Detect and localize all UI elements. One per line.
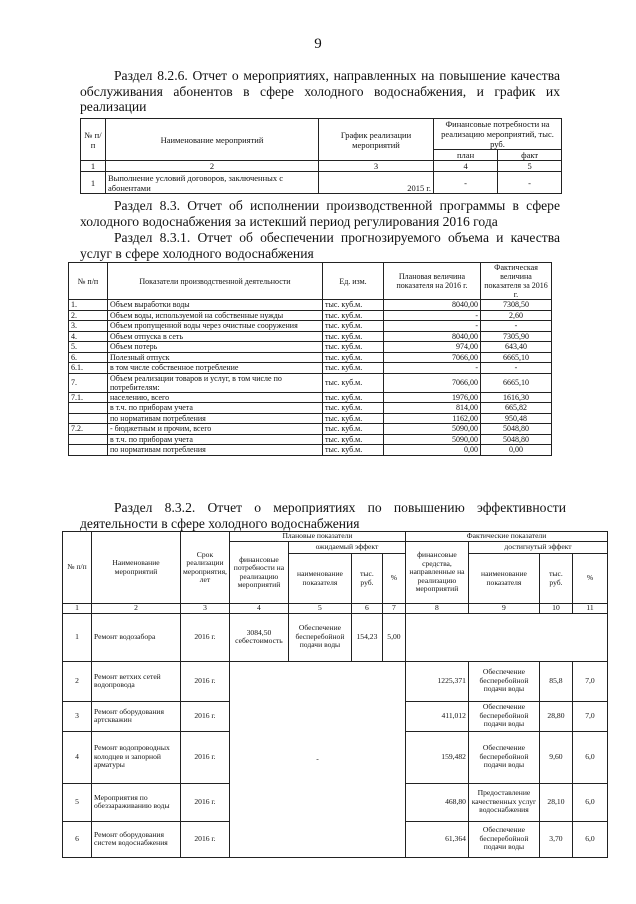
cell-indicator: Объем потерь: [108, 342, 323, 353]
col-number: 3: [181, 604, 230, 614]
cell-fact: 5048,80: [481, 434, 552, 445]
cell-plan: 814,00: [384, 403, 481, 414]
col-number: 1: [63, 604, 92, 614]
cell-num: [69, 413, 108, 424]
cell-num: 2.: [69, 310, 108, 321]
cell-num: 6: [63, 821, 92, 857]
cell-unit: тыс. куб.м.: [323, 310, 384, 321]
cell-fact-pct: 7,0: [572, 661, 607, 701]
cell-fact: 6665,10: [481, 352, 552, 363]
th-num: № п/п: [63, 532, 92, 604]
col-number: 4: [229, 604, 288, 614]
th-planned: Плановые показатели: [229, 532, 405, 542]
cell-indicator: Объем выработки воды: [108, 300, 323, 311]
cell-num: 4.: [69, 331, 108, 342]
table-826: [80, 118, 562, 194]
cell-unit: тыс. куб.м.: [323, 331, 384, 342]
th-plan-rub: тыс. руб.: [351, 554, 382, 604]
cell-plan-indicator: Обеспечение бесперебойной подачи воды: [288, 613, 351, 661]
cell-indicator: по нормативам потребления: [108, 445, 323, 456]
table-row: [69, 363, 552, 374]
cell-unit: тыс. куб.м.: [323, 424, 384, 435]
cell-plan: 8040,00: [384, 300, 481, 311]
th-actual: Фактические показатели: [405, 532, 607, 542]
cell-unit: тыс. куб.м.: [323, 403, 384, 414]
cell-plan: -: [384, 321, 481, 332]
cell-fact: -: [498, 172, 562, 194]
cell-indicator: в т.ч. по приборам учета: [108, 403, 323, 414]
section-832-heading: Раздел 8.3.2. Отчет о мероприятиях по повышению эффективности деятельности в сфере холодного водоснабжения: [80, 500, 566, 531]
cell-fact: 643,40: [481, 342, 552, 353]
cell-plan-rub: 154,23: [351, 613, 382, 661]
th-finance: Финансовые потребности на реализацию мероприятий, тыс. руб.: [434, 119, 562, 150]
cell-plan: 5090,00: [384, 434, 481, 445]
cell-name: Ремонт водозабора: [92, 613, 181, 661]
cell-plan: 8040,00: [384, 331, 481, 342]
col-number: 9: [468, 604, 539, 614]
cell-fact-finance: 159,482: [405, 731, 468, 783]
cell-name: Ремонт оборудования систем водоснабжения: [92, 821, 181, 857]
cell-num: 7.: [69, 373, 108, 392]
cell-fact: 0,00: [481, 445, 552, 456]
cell-fact: 665,82: [481, 403, 552, 414]
col-number: 2: [106, 161, 319, 172]
th-plan-pct: %: [382, 554, 405, 604]
cell-num: 1: [63, 613, 92, 661]
cell-name: Ремонт водопроводных колодцев и запорной арматуры: [92, 731, 181, 783]
cell-num: [69, 434, 108, 445]
table-row: [69, 445, 552, 456]
cell-fact: -: [481, 321, 552, 332]
cell-unit: тыс. куб.м.: [323, 342, 384, 353]
cell-fact-rub: 28,80: [539, 701, 572, 731]
col-number: 8: [405, 604, 468, 614]
col-number: 6: [351, 604, 382, 614]
table-row: [63, 661, 608, 701]
cell-unit: тыс. куб.м.: [323, 352, 384, 363]
cell-fact-pct: 6,0: [572, 731, 607, 783]
cell-fact-finance: 61,364: [405, 821, 468, 857]
cell-fact-rub: 3,70: [539, 821, 572, 857]
table-row: [69, 434, 552, 445]
cell-indicator: в т.ч. по приборам учета: [108, 434, 323, 445]
cell-fact: 1616,30: [481, 392, 552, 403]
col-number: 7: [382, 604, 405, 614]
th-fact-finance: финансовые средства, направленные на реализацию мероприятий: [405, 542, 468, 604]
cell-num: 3: [63, 701, 92, 731]
th-indicator-name: наименование показателя: [468, 554, 539, 604]
cell-unit: тыс. куб.м.: [323, 363, 384, 374]
cell-fact-pct: 6,0: [572, 821, 607, 857]
col-number: 3: [319, 161, 434, 172]
cell-fact-finance: 411,012: [405, 701, 468, 731]
cell-indicator: Полезный отпуск: [108, 352, 323, 363]
cell-num: [69, 403, 108, 414]
cell-fact-indicator: Обеспечение бесперебойной подачи воды: [468, 701, 539, 731]
cell-term: 2016 г.: [181, 821, 230, 857]
cell-num: 6.: [69, 352, 108, 363]
cell-num: 4: [63, 731, 92, 783]
cell-indicator: Объем воды, используемой на собственные нужды: [108, 310, 323, 321]
col-number: 2: [92, 604, 181, 614]
th-num: № п/п: [69, 263, 108, 300]
cell-name: Ремонт оборудования артскважин: [92, 701, 181, 731]
cell-plan: 1976,00: [384, 392, 481, 403]
section-83-heading: Раздел 8.3. Отчет об исполнении производственной программы в сфере холодного водоснабжения за истекший период регулирования 2016 года: [80, 198, 560, 229]
cell-plan: -: [384, 363, 481, 374]
th-term: Срок реализации мероприятия, лет: [181, 532, 230, 604]
table-row: [69, 413, 552, 424]
th-unit: Ед. изм.: [323, 263, 384, 300]
cell-num: 2: [63, 661, 92, 701]
th-fact-pct: %: [572, 554, 607, 604]
cell-plan: 0,00: [384, 445, 481, 456]
table-row: [69, 321, 552, 332]
table-row: [69, 310, 552, 321]
th-name: Наименование мероприятий: [92, 532, 181, 604]
th-schedule: График реализации мероприятий: [319, 119, 434, 161]
table-row: [69, 392, 552, 403]
cell-schedule: 2015 г.: [319, 172, 434, 194]
cell-fact-rub: 9,60: [539, 731, 572, 783]
cell-num: 1: [81, 172, 106, 194]
cell-plan-finance: 3084,50 себестоимость: [229, 613, 288, 661]
cell-fact: 7305,90: [481, 331, 552, 342]
cell-num: 3.: [69, 321, 108, 332]
section-826-heading: Раздел 8.2.6. Отчет о мероприятиях, направленных на повышение качества обслуживания абонентов в сфере холодного водоснабжения, и график их реализации: [80, 68, 560, 114]
cell-unit: тыс. куб.м.: [323, 413, 384, 424]
cell-num: 1.: [69, 300, 108, 311]
cell-unit: тыс. куб.м.: [323, 321, 384, 332]
cell-name: Выполнение условий договоров, заключенных с абонентами: [106, 172, 319, 194]
table-831: [68, 262, 552, 456]
table-row: [69, 352, 552, 363]
th-fact: Фактическая величина показателя за 2016 г.: [481, 263, 552, 300]
cell-fact-finance: 1225,371: [405, 661, 468, 701]
cell-indicator: Объем реализации товаров и услуг, в том числе по потребителям:: [108, 373, 323, 392]
table-row: [69, 331, 552, 342]
cell-term: 2016 г.: [181, 613, 230, 661]
cell-fact-indicator: Обеспечение бесперебойной подачи воды: [468, 821, 539, 857]
cell-fact-indicator: Обеспечение бесперебойной подачи воды: [468, 661, 539, 701]
cell-plan-pct: 5,00: [382, 613, 405, 661]
cell-num: [69, 445, 108, 456]
table-row: [69, 403, 552, 414]
col-number: 5: [498, 161, 562, 172]
cell-num: 7.1.: [69, 392, 108, 403]
cell-plan: -: [434, 172, 498, 194]
th-name: Наименование мероприятий: [106, 119, 319, 161]
cell-fact-rub: 28,10: [539, 783, 572, 821]
table-row: [69, 373, 552, 392]
cell-plan: 7066,00: [384, 352, 481, 363]
cell-fact-indicator: Предоставление качественных услуг водоснабжения: [468, 783, 539, 821]
cell-indicator: по нормативам потребления: [108, 413, 323, 424]
cell-fact: 2,60: [481, 310, 552, 321]
th-plan: Плановая величина показателя на 2016 г.: [384, 263, 481, 300]
table-832: [62, 531, 608, 858]
cell-fact: 5048,80: [481, 424, 552, 435]
cell-fact: 950,48: [481, 413, 552, 424]
cell-indicator: - бюджетным и прочим, всего: [108, 424, 323, 435]
cell-plan: 5090,00: [384, 424, 481, 435]
cell-unit: тыс. куб.м.: [323, 434, 384, 445]
table-row: [81, 172, 562, 194]
table-row: [69, 300, 552, 311]
th-plan: план: [434, 150, 498, 161]
cell-fact-finance: 468,80: [405, 783, 468, 821]
th-fact: факт: [498, 150, 562, 161]
cell-term: 2016 г.: [181, 661, 230, 701]
cell-fact-pct: 6,0: [572, 783, 607, 821]
cell-unit: тыс. куб.м.: [323, 445, 384, 456]
cell-plan: -: [384, 310, 481, 321]
cell-indicator: Объем пропущенной воды через очистные сооружения: [108, 321, 323, 332]
page-number: 9: [314, 36, 322, 52]
cell-term: 2016 г.: [181, 783, 230, 821]
cell-unit: тыс. куб.м.: [323, 373, 384, 392]
section-831-heading: Раздел 8.3.1. Отчет об обеспечении прогнозируемого объема и качества услуг в сфере холодного водоснабжения: [80, 230, 560, 261]
cell-unit: тыс. куб.м.: [323, 300, 384, 311]
cell-fact: 7308,50: [481, 300, 552, 311]
cell-name: Мероприятия по обеззараживанию воды: [92, 783, 181, 821]
th-indicator: Показатели производственной деятельности: [108, 263, 323, 300]
th-num: № п/п: [81, 119, 106, 161]
col-number: 4: [434, 161, 498, 172]
cell-name: Ремонт ветхих сетей водопровода: [92, 661, 181, 701]
cell-unit: тыс. куб.м.: [323, 392, 384, 403]
cell-plan: 1162,00: [384, 413, 481, 424]
cell-term: 2016 г.: [181, 701, 230, 731]
col-number: 10: [539, 604, 572, 614]
cell-empty: [405, 613, 607, 661]
table-row: [69, 342, 552, 353]
cell-plan: 7066,00: [384, 373, 481, 392]
cell-num: 6.1.: [69, 363, 108, 374]
table-row: [69, 424, 552, 435]
th-achieved-effect: достигнутый эффект: [468, 542, 607, 554]
cell-indicator: в том числе собственное потребление: [108, 363, 323, 374]
table-row: [63, 613, 608, 661]
cell-fact-pct: 7,0: [572, 701, 607, 731]
cell-num: 5.: [69, 342, 108, 353]
col-number: 11: [572, 604, 607, 614]
cell-fact: -: [481, 363, 552, 374]
col-number: 1: [81, 161, 106, 172]
th-plan-finance: финансовые потребности на реализацию мероприятий: [229, 542, 288, 604]
cell-fact-indicator: Обеспечение бесперебойной подачи воды: [468, 731, 539, 783]
cell-plan-merged: -: [229, 661, 405, 857]
cell-fact-rub: 85,8: [539, 661, 572, 701]
cell-plan: 974,00: [384, 342, 481, 353]
th-indicator-name: наименование показателя: [288, 554, 351, 604]
th-fact-rub: тыс. руб.: [539, 554, 572, 604]
th-expected-effect: ожидаемый эффект: [288, 542, 405, 554]
cell-fact: 6665,10: [481, 373, 552, 392]
cell-indicator: Объем отпуска в сеть: [108, 331, 323, 342]
cell-num: 5: [63, 783, 92, 821]
cell-indicator: населению, всего: [108, 392, 323, 403]
cell-term: 2016 г.: [181, 731, 230, 783]
cell-num: 7.2.: [69, 424, 108, 435]
col-number: 5: [288, 604, 351, 614]
